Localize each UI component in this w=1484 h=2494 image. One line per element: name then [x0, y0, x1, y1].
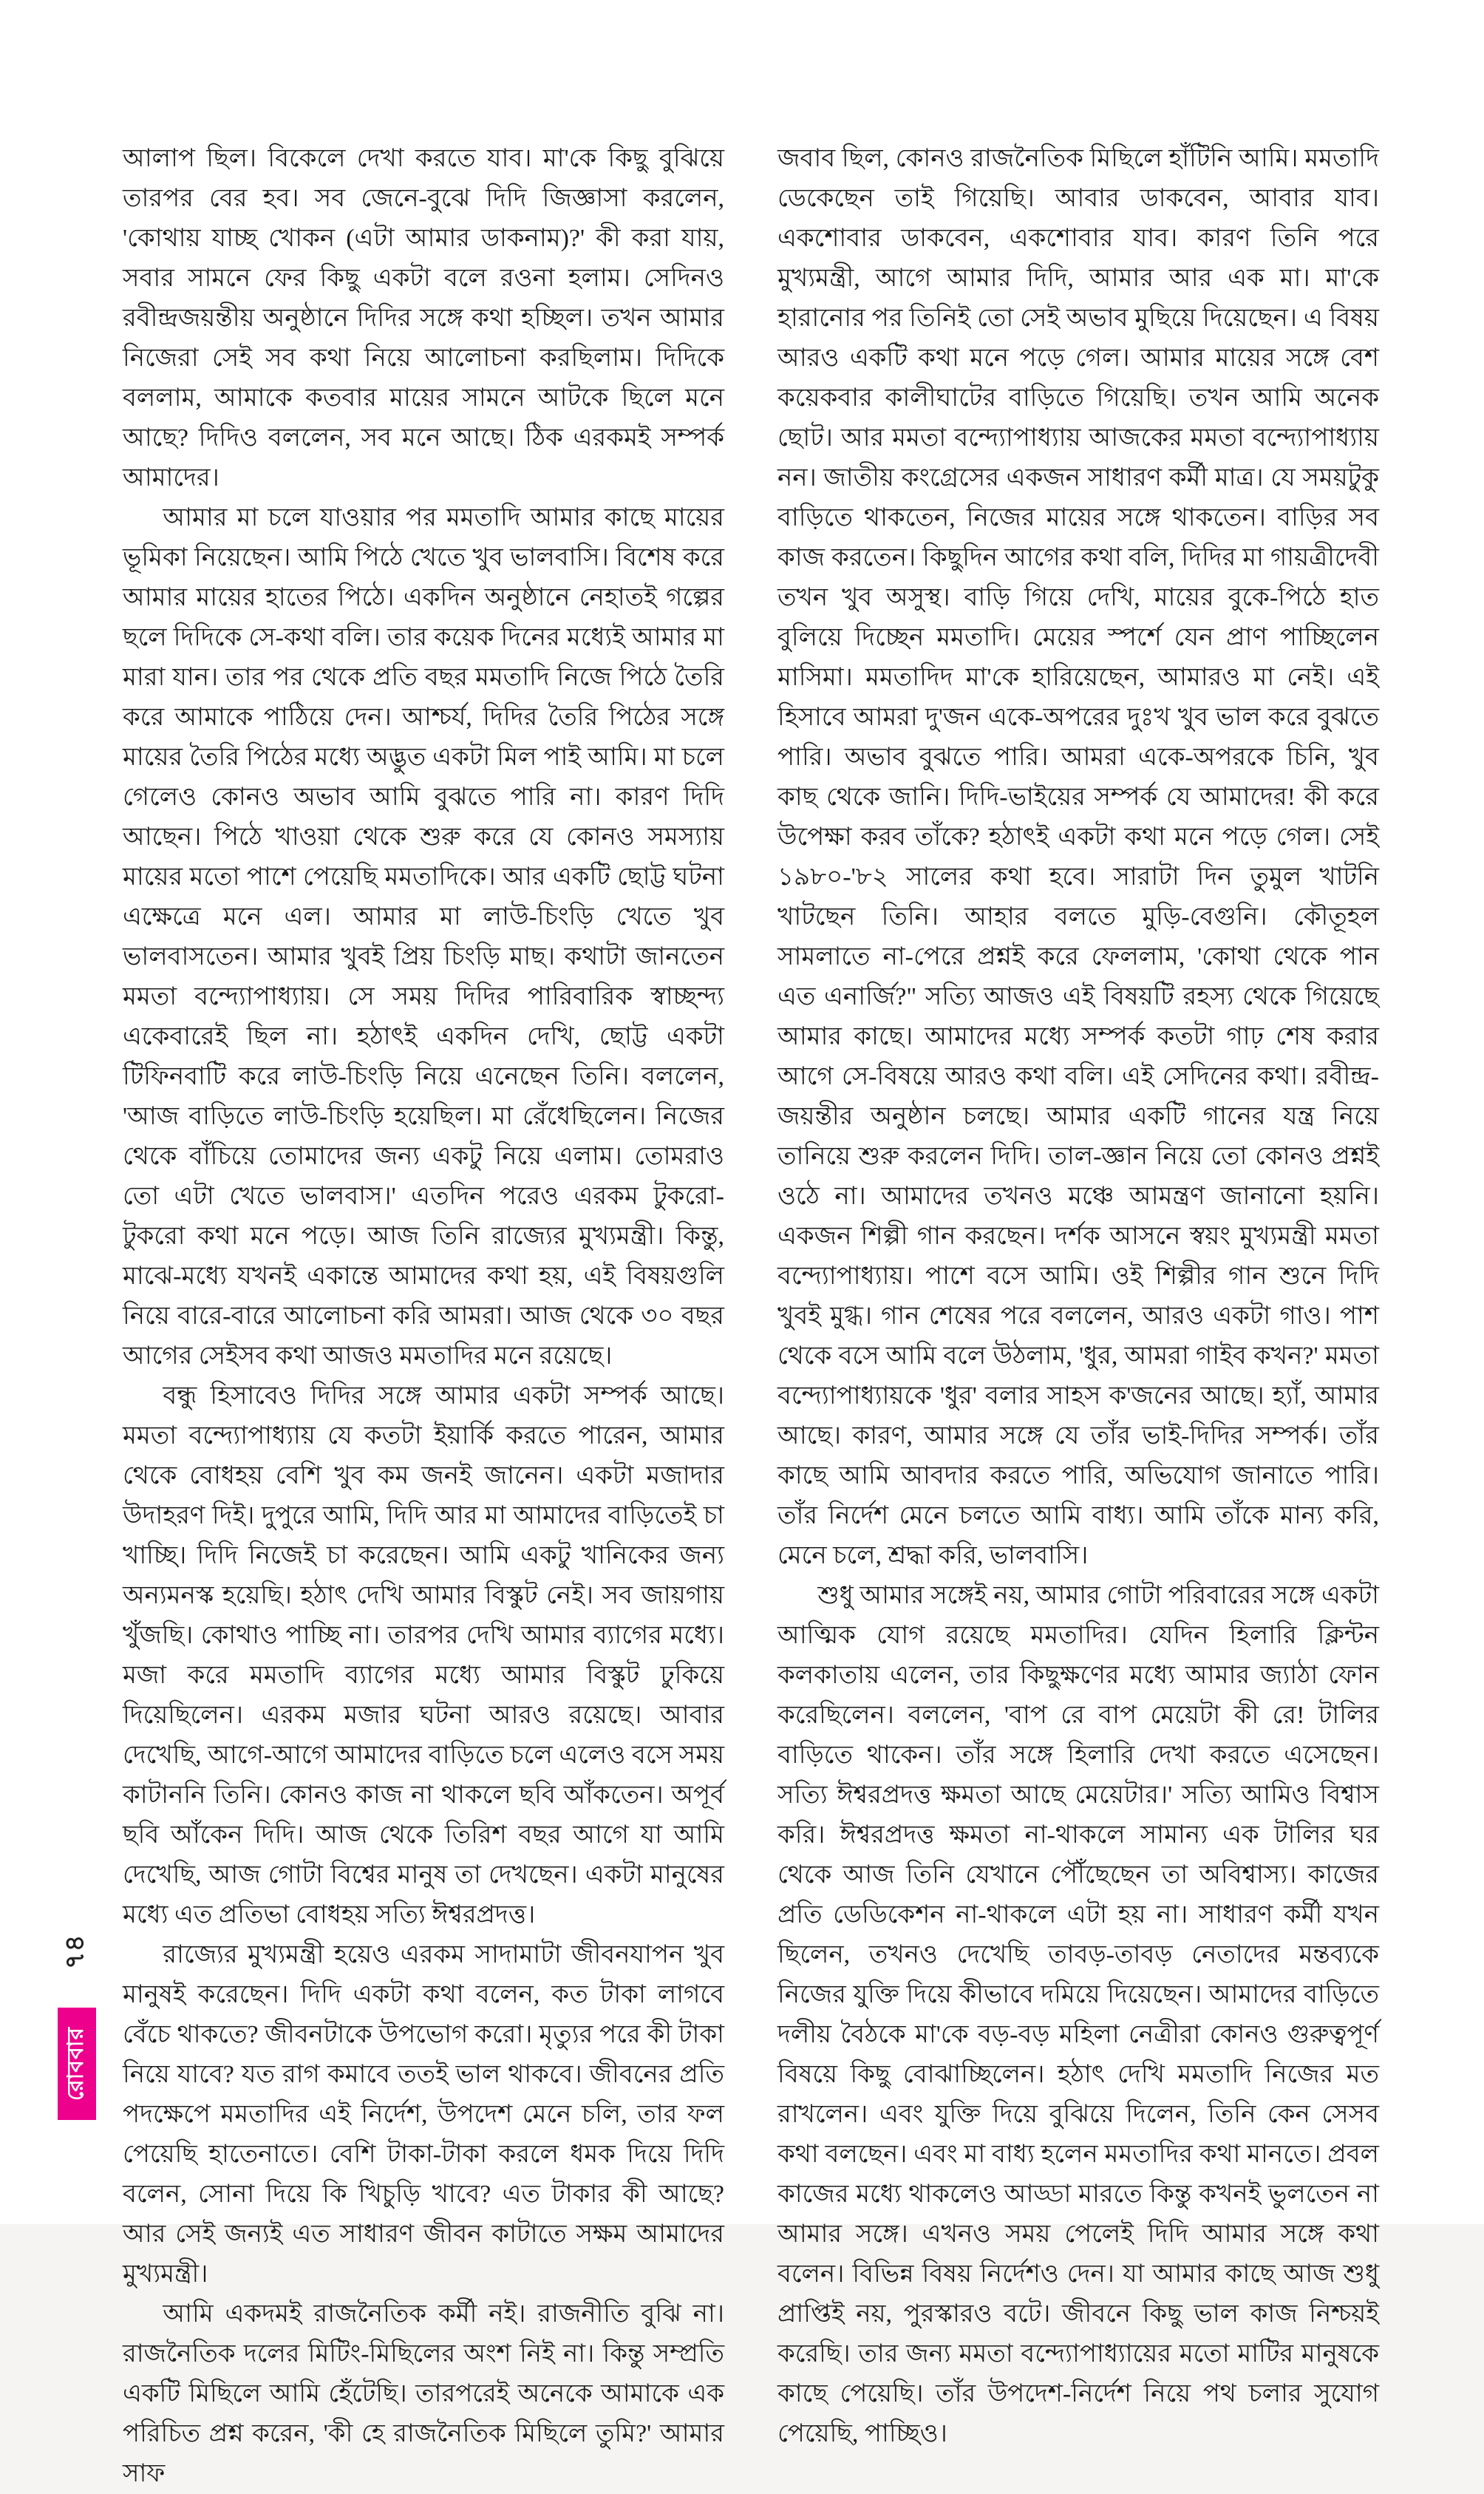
- right-column: [777, 139, 1379, 2494]
- article-paragraph: বন্ধু হিসাবেও দিদির সঙ্গে আমার একটা সম্পর্ক আছে। মমতা বন্দ্যোপাধ্যায় যে কতটা ইয়ার্কি করতে পারেন, আমার থেকে বোধহয় বেশি খুব কম জনই জানেন। একটা মজাদার উদাহরণ দিই। দুপুরে আমি, দিদি আর মা আমাদের বাড়িতেই চা খাচ্ছি। দিদি নিজেই চা করেছেন। আমি একটু খানিকের জন্য অন্যমনস্ক হয়েছি। হঠাৎ দেখি আমার বিস্কুট নেই। সব জায়গায় খুঁজছি। কোথাও পাচ্ছি না। তারপর দেখি আমার ব্যাগের মধ্যে। মজা করে মমতাদি ব্যাগের মধ্যে আমার বিস্কুট ঢুকিয়ে দিয়েছিলেন। এরকম মজার ঘটনা আরও রয়েছে। আবার দেখেছি, আগে-আগে আমাদের বাড়িতে চলে এলেও বসে সময় কাটাননি তিনি। কোনও কাজ না থাকলে ছবি আঁকতেন। অপূর্ব ছবি আঁকেন দিদি। আজ থেকে তিরিশ বছর আগে যা আমি দেখেছি, আজ গোটা বিশ্বের মানুষ তা দেখছেন। একটা মানুষের মধ্যে এত প্রতিভা বোধহয় সত্যি ঈশ্বরপ্রদত্ত।: [123, 1382, 724, 1929]
- left-column: [123, 139, 724, 2494]
- magazine-name-label: রোববার: [58, 2008, 96, 2120]
- article-body: [123, 139, 1379, 2494]
- article-paragraph: রাজ্যের মুখ্যমন্ত্রী হয়েও এরকম সাদামাটা জীবনযাপন খুব মানুষই করেছেন। দিদি একটা কথা বলেন, কত টাকা লাগবে বেঁচে থাকতে? জীবনটাকে উপভোগ করো। মৃত্যুর পরে কী টাকা নিয়ে যাবে? যত রাগ কমাবে ততই ভাল থাকবে। জীবনের প্রতি পদক্ষেপে মমতাদির এই নির্দেশ, উপদেশ মেনে চলি, তার ফল পেয়েছি হাতেনাতে। বেশি টাকা-টাকা করলে ধমক দিয়ে দিদি বলেন, সোনা দিয়ে কি খিচুড়ি খাবে? এত টাকার কী আছে? আর সেই জন্যই এত সাধারণ জীবন কাটাতে সক্ষম আমাদের মুখ্যমন্ত্রী।: [123, 1941, 724, 2288]
- article-paragraph: আলাপ ছিল। বিকেলে দেখা করতে যাব। মা'কে কিছু বুঝিয়ে তারপর বের হব। সব জেনে-বুঝে দিদি জিজ্ঞাসা করলেন, 'কোথায় যাচ্ছ খোকন (এটা আমার ডাকনাম)?' কী করা যায়, সবার সামনে ফের কিছু একটা বলে রওনা হলাম। সেদিনও রবীন্দ্রজয়ন্তীয় অনুষ্ঠানে দিদির সঙ্গে কথা হচ্ছিল। তখন আমার নিজেরা সেই সব কথা নিয়ে আলোচনা করছিলাম। দিদিকে বললাম, আমাকে কতবার মায়ের সামনে আটকে ছিলে মনে আছে? দিদিও বললেন, সব মনে আছে। ঠিক এরকমই সম্পর্ক আমাদের।: [123, 145, 724, 492]
- article-paragraph: শুধু আমার সঙ্গেই নয়, আমার গোটা পরিবারের সঙ্গে একটা আত্মিক যোগ রয়েছে মমতাদির। যেদিন হিলারি ক্লিন্টন কলকাতায় এলেন, তার কিছুক্ষণের মধ্যে আমার জ্যাঠা ফোন করেছিলেন। বললেন, 'বাপ রে বাপ মেয়েটা কী রে! টালির বাড়িতে থাকেন। তাঁর সঙ্গে হিলারি দেখা করতে এসেছেন। সত্যি ঈশ্বরপ্রদত্ত ক্ষমতা আছে মেয়েটার।' সত্যি আমিও বিশ্বাস করি। ঈশ্বরপ্রদত্ত ক্ষমতা না-থাকলে সামান্য এক টালির ঘর থেকে আজ তিনি যেখানে পৌঁছেছেন তা অবিশ্বাস্য। কাজের প্রতি ডেডিকেশন না-থাকলে এটা হয় না। সাধারণ কর্মী যখন ছিলেন, তখনও দেখেছি তাবড়-তাবড় নেতাদের মন্তব্যকে নিজের যুক্তি দিয়ে কীভাবে দমিয়ে দিয়েছেন। আমাদের বাড়িতে দলীয় বৈঠকে মা'কে বড়-বড় মহিলা নেত্রীরা কোনও গুরুত্বপূর্ণ বিষয়ে কিছু বোঝাচ্ছিলেন। হঠাৎ দেখি মমতাদি নিজের মত রাখলেন। এবং যুক্তি দিয়ে বুঝিয়ে দিলেন, তিনি কেন সেসব কথা বলছেন। এবং মা বাধ্য হলেন মমতাদির কথা মানতে। প্রবল কাজের মধ্যে থাকলেও আড্ডা মারতে কিন্তু কখনই ভুলতেন না আমার সঙ্গে। এখনও সময় পেলেই দিদি আমার সঙ্গে কথা বলেন। বিভিন্ন বিষয় নির্দেশও দেন। যা আমার কাছে আজ শুধু প্রাপ্তিই নয়, পুরস্কারও বটে। জীবনে কিছু ভাল কাজ নিশ্চয়ই করেছি। তার জন্য মমতা বন্দ্যোপাধ্যায়ের মতো মাটির মানুষকে কাছে পেয়েছি। তাঁর উপদেশ-নির্দেশ নিয়ে পথ চলার সুযোগ পেয়েছি, পাচ্ছিও।: [777, 1582, 1379, 2447]
- page-edge-strip: [55, 1934, 99, 2120]
- article-paragraph: আমি একদমই রাজনৈতিক কর্মী নই। রাজনীতি বুঝি না। রাজনৈতিক দলের মিটিং-মিছিলের অংশ নিই না। কিন্তু সম্প্রতি একটি মিছিলে আমি হেঁটেছি। তারপরেই অনেকে আমাকে এক পরিচিত প্রশ্ন করেন, 'কী হে রাজনৈতিক মিছিলে তুমি?' আমার সাফ: [123, 2300, 724, 2487]
- article-paragraph: আমার মা চলে যাওয়ার পর মমতাদি আমার কাছে মায়ের ভূমিকা নিয়েছেন। আমি পিঠে খেতে খুব ভালবাসি। বিশেষ করে আমার মায়ের হাতের পিঠে। একদিন অনুষ্ঠানে নেহাতই গল্পের ছলে দিদিকে সে-কথা বলি। তার কয়েক দিনের মধ্যেই আমার মা মারা যান। তার পর থেকে প্রতি বছর মমতাদি নিজে পিঠে তৈরি করে আমাকে পাঠিয়ে দেন। আশ্চর্য, দিদির তৈরি পিঠের সঙ্গে মায়ের তৈরি পিঠের মধ্যে অদ্ভুত একটা মিল পাই আমি। মা চলে গেলেও কোনও অভাব আমি বুঝতে পারি না। কারণ দিদি আছেন। পিঠে খাওয়া থেকে শুরু করে যে কোনও সমস্যায় মায়ের মতো পাশে পেয়েছি মমতাদিকে। আর একটি ছোট্ট ঘটনা এক্ষেত্রে মনে এল। আমার মা লাউ-চিংড়ি খেতে খুব ভালবাসতেন। আমার খুবই প্রিয় চিংড়ি মাছ। কথাটা জানতেন মমতা বন্দ্যোপাধ্যায়। সে সময় দিদির পারিবারিক স্বাচ্ছন্দ্য একেবারেই ছিল না। হঠাৎই একদিন দেখি, ছোট্ট একটা টিফিনবাটি করে লাউ-চিংড়ি নিয়ে এনেছেন তিনি। বললেন, 'আজ বাড়িতে লাউ-চিংড়ি হয়েছিল। মা রেঁধেছিলেন। নিজের থেকে বাঁচিয়ে তোমাদের জন্য একটু নিয়ে এলাম। তোমরাও তো এটা খেতে ভালবাস।' এতদিন পরেও এরকম টুকরো-টুকরো কথা মনে পড়ে। আজ তিনি রাজ্যের মুখ্যমন্ত্রী। কিন্তু, মাঝে-মধ্যে যখনই একান্তে আমাদের কথা হয়, এই বিষয়গুলি নিয়ে বারে-বারে আলোচনা করি আমরা। আজ থেকে ৩০ বছর আগের সেইসব কথা আজও মমতাদির মনে রয়েছে।: [123, 504, 724, 1370]
- page-number: ৭৪: [60, 1934, 89, 1970]
- article-paragraph: জবাব ছিল, কোনও রাজনৈতিক মিছিলে হাঁটিনি আমি। মমতাদি ডেকেছেন তাই গিয়েছি। আবার ডাকবেন, আবার যাব। একশোবার ডাকবেন, একশোবার যাব। কারণ তিনি পরে মুখ্যমন্ত্রী, আগে আমার দিদি, আমার আর এক মা। মা'কে হারানোর পর তিনিই তো সেই অভাব মুছিয়ে দিয়েছেন। এ বিষয় আরও একটি কথা মনে পড়ে গেল। আমার মায়ের সঙ্গে বেশ কয়েকবার কালীঘাটের বাড়িতে গিয়েছি। তখন আমি অনেক ছোট। আর মমতা বন্দ্যোপাধ্যায় আজকের মমতা বন্দ্যোপাধ্যায় নন। জাতীয় কংগ্রেসের একজন সাধারণ কর্মী মাত্র। যে সময়টুকু বাড়িতে থাকতেন, নিজের মায়ের সঙ্গে থাকতেন। বাড়ির সব কাজ করতেন। কিছুদিন আগের কথা বলি, দিদির মা গায়ত্রীদেবী তখন খুব অসুস্থ। বাড়ি গিয়ে দেখি, মায়ের বুকে-পিঠে হাত বুলিয়ে দিচ্ছেন মমতাদি। মেয়ের স্পর্শে যেন প্রাণ পাচ্ছিলেন মাসিমা। মমতাদিদ মা'কে হারিয়েছেন, আমারও মা নেই। এই হিসাবে আমরা দু'জন একে-অপরের দুঃখ খুব ভাল করে বুঝতে পারি। অভাব বুঝতে পারি। আমরা একে-অপরকে চিনি, খুব কাছ থেকে জানি। দিদি-ভাইয়ের সম্পর্ক যে আমাদের! কী করে উপেক্ষা করব তাঁকে? হঠাৎই একটা কথা মনে পড়ে গেল। সেই ১৯৮০-'৮২ সালের কথা হবে। সারাটা দিন তুমুল খাটনি খাটছেন তিনি। আহার বলতে মুড়ি-বেগুনি। কৌতূহল সামলাতে না-পেরে প্রশ্নই করে ফেললাম, 'কোথা থেকে পান এত এনার্জি?" সত্যি আজও এই বিষয়টি রহস্য থেকে গিয়েছে আমার কাছে। আমাদের মধ্যে সম্পর্ক কতটা গাঢ় শেষ করার আগে সে-বিষয়ে আরও কথা বলি। এই সেদিনের কথা। রবীন্দ্র-জয়ন্তীর অনুষ্ঠান চলছে। আমার একটি গানের যন্ত্র নিয়ে তানিয়ে শুরু করলেন দিদি। তাল-জ্ঞান নিয়ে তো কোনও প্রশ্নই ওঠে না। আমাদের তখনও মঞ্চে আমন্ত্রণ জানানো হয়নি। একজন শিল্পী গান করছেন। দর্শক আসনে স্বয়ং মুখ্যমন্ত্রী মমতা বন্দ্যোপাধ্যায়। পাশে বসে আমি। ওই শিল্পীর গান শুনে দিদি খুবই মুগ্ধ। গান শেষের পরে বললেন, আরও একটা গাও। পাশ থেকে বসে আমি বলে উঠলাম, 'ধুর, আমরা গাইব কখন?' মমতা বন্দ্যোপাধ্যায়কে 'ধুর' বলার সাহস ক'জনের আছে। হ্যাঁ, আমার আছে। কারণ, আমার সঙ্গে যে তাঁর ভাই-দিদির সম্পর্ক। তাঁর কাছে আমি আবদার করতে পারি, অভিযোগ জানাতে পারি। তাঁর নির্দেশ মেনে চলতে আমি বাধ্য। আমি তাঁকে মান্য করি, মেনে চলে, শ্রদ্ধা করি, ভালবাসি।: [777, 145, 1379, 1569]
